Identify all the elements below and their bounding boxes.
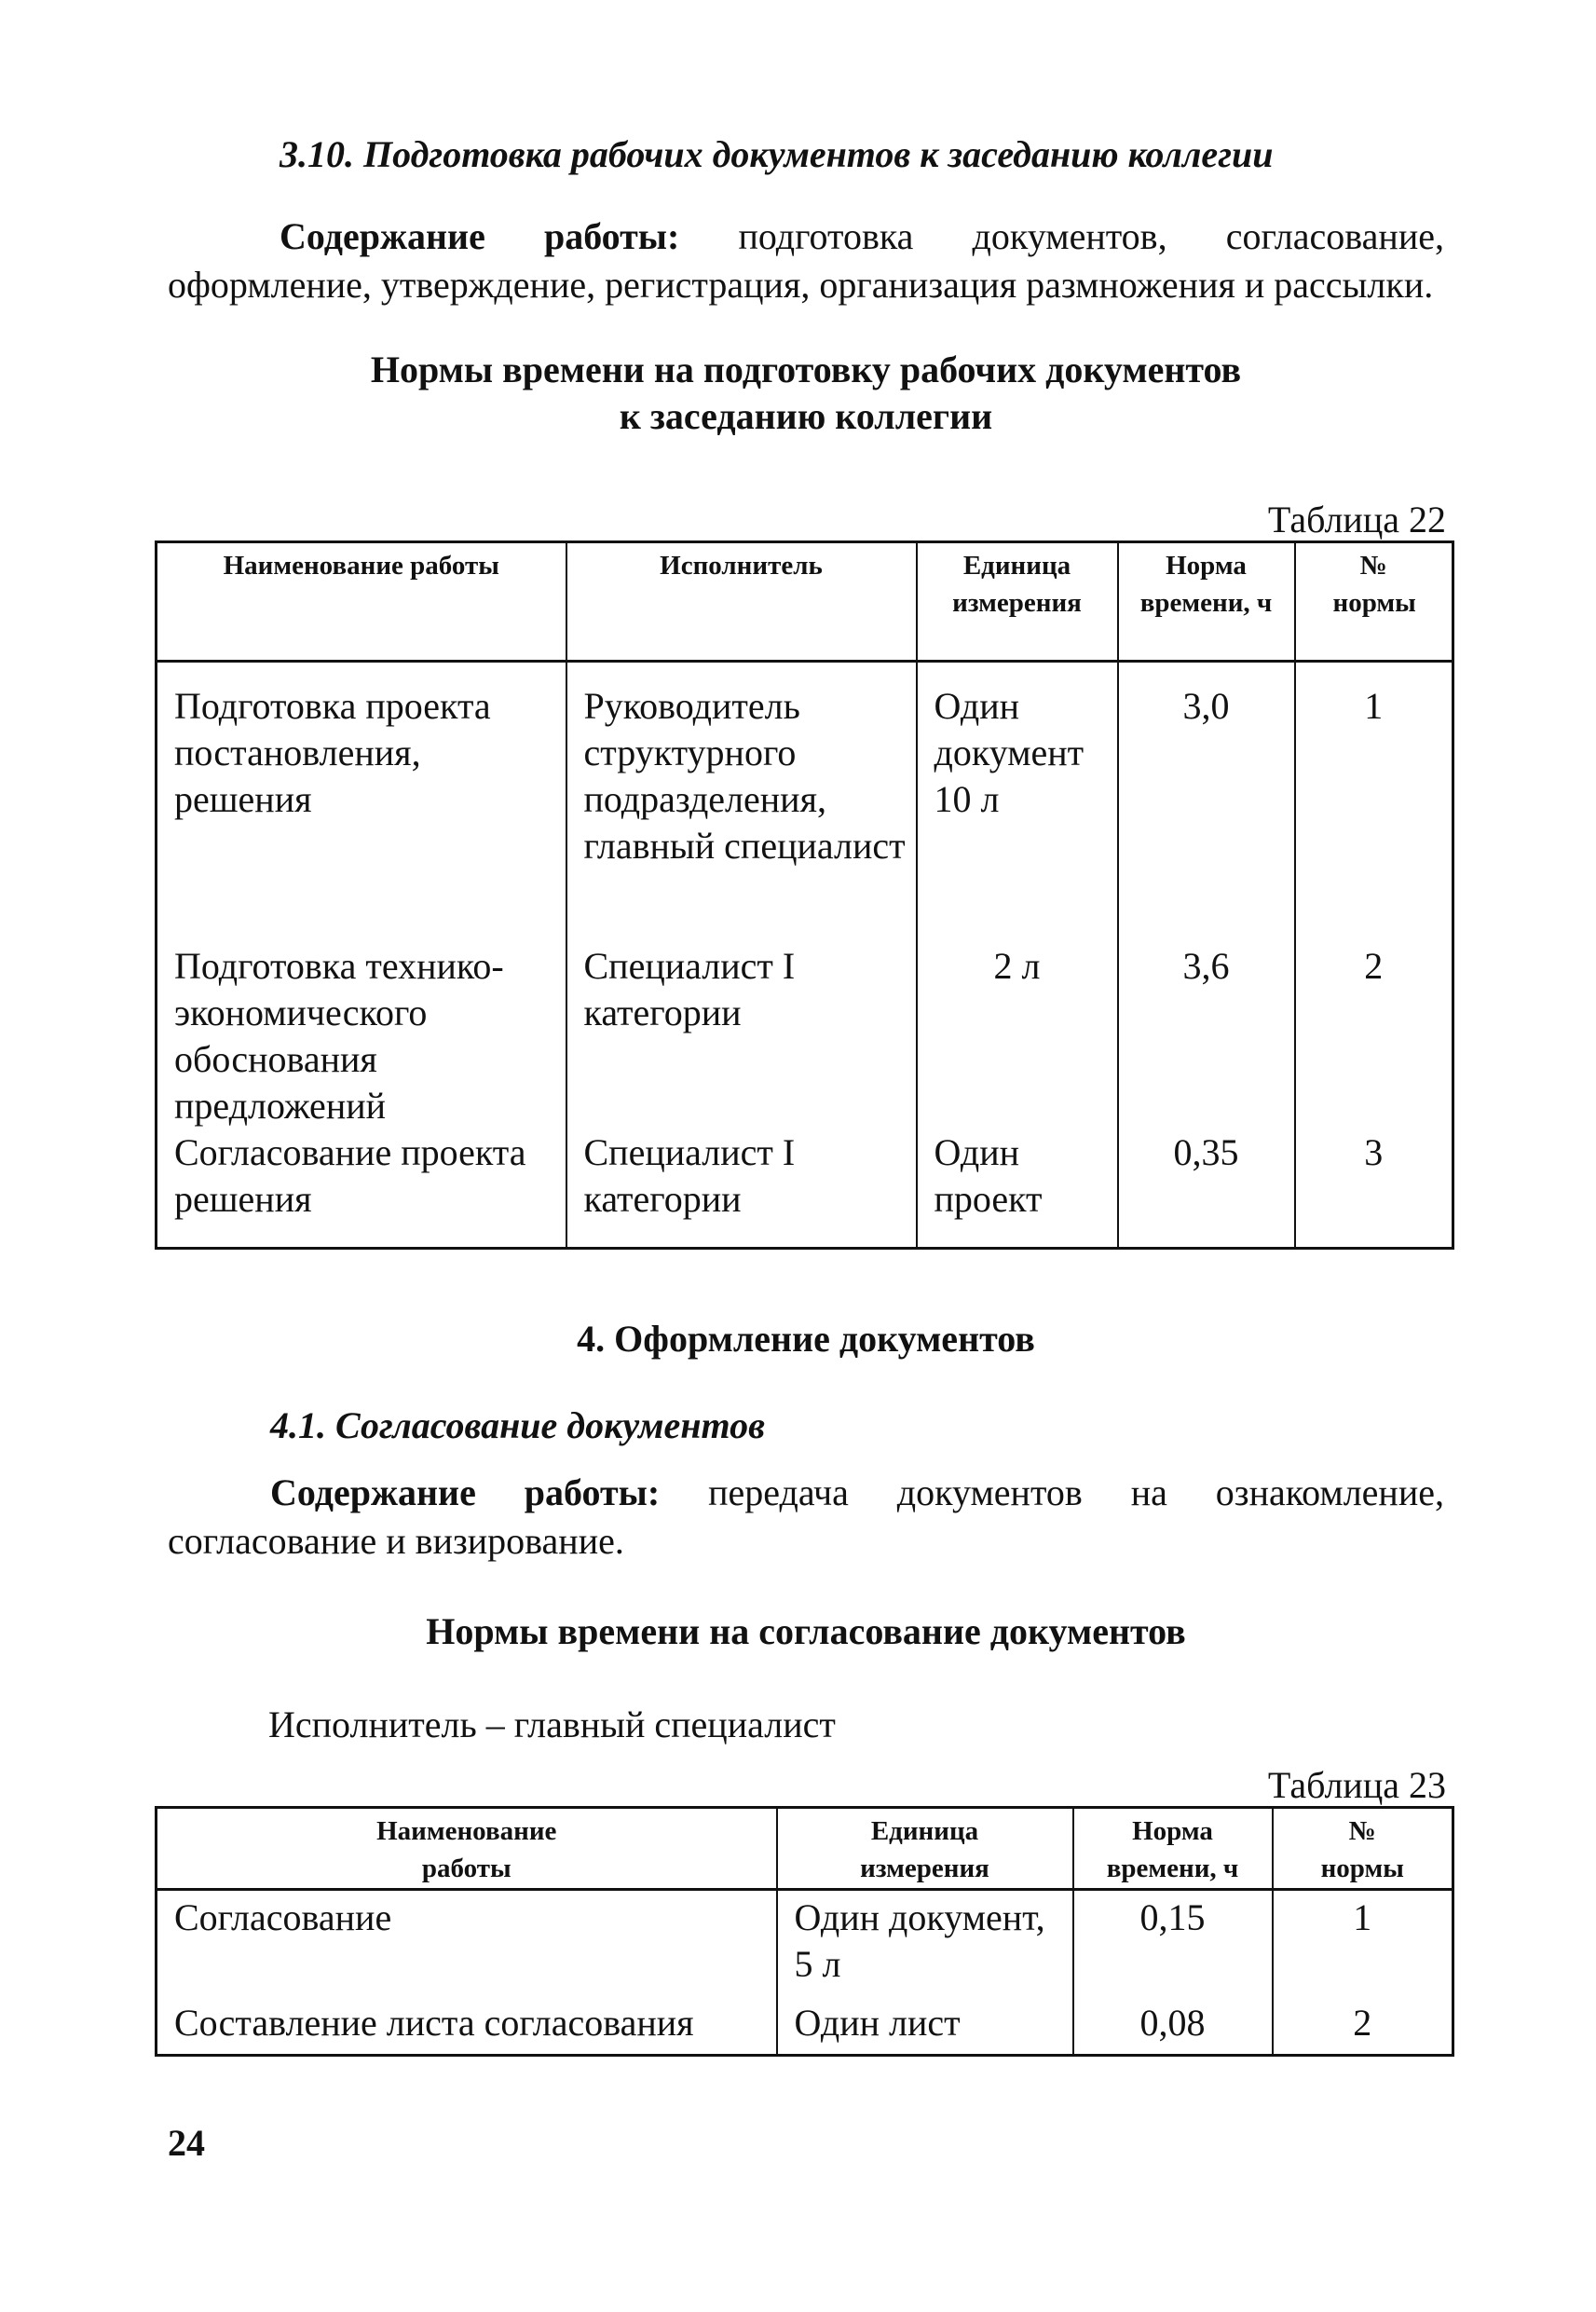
section-3-10-title: 3.10. Подготовка рабочих документов к заседанию коллегии — [280, 133, 1274, 175]
table-row — [157, 662, 1453, 943]
executor-line: Исполнитель – главный специалист — [268, 1703, 836, 1745]
header-unit: Единица измерения — [777, 1808, 1073, 1890]
table-22 — [155, 540, 1454, 1250]
header-number: № нормы — [1273, 1808, 1453, 1890]
table-row — [157, 1129, 1453, 1249]
cell-unit: Один документ 10 л — [917, 662, 1118, 943]
cell-executor: Специалист I категории — [566, 1129, 917, 1249]
table-23-caption: Таблица 23 — [1267, 1764, 1446, 1806]
norms-heading-4-1: Нормы времени на согласование документов — [426, 1610, 1186, 1652]
table-23 — [155, 1806, 1454, 2057]
cell-work-name: Составление листа согласования — [157, 2000, 777, 2056]
cell-number: 3 — [1295, 1129, 1453, 1249]
page-number: 24 — [168, 2122, 205, 2164]
content-label: Содержание работы: — [280, 215, 680, 257]
cell-number: 1 — [1273, 1890, 1453, 2000]
cell-norm: 3,0 — [1118, 662, 1295, 943]
cell-norm: 0,08 — [1073, 2000, 1273, 2056]
content-label: Содержание работы: — [270, 1471, 661, 1513]
table-row — [157, 943, 1453, 1129]
cell-norm: 3,6 — [1118, 943, 1295, 1129]
cell-norm: 0,35 — [1118, 1129, 1295, 1249]
cell-executor: Руководитель структурного подразделения, главный специалист — [566, 662, 917, 943]
table-row — [157, 2000, 1453, 2056]
table-22-caption: Таблица 22 — [1267, 499, 1446, 540]
cell-unit: Один лист — [777, 2000, 1073, 2056]
cell-number: 1 — [1295, 662, 1453, 943]
table-23-header-row — [157, 1808, 1453, 1890]
cell-norm: 0,15 — [1073, 1890, 1273, 2000]
header-number: № нормы — [1295, 542, 1453, 662]
section-3-10-content — [168, 212, 1444, 309]
cell-work-name: Подготовка проекта постановления, решения — [157, 662, 566, 943]
cell-work-name: Подготовка технико-экономического обоснования предложений — [157, 943, 566, 1129]
norms-heading-line-1: Нормы времени на подготовку рабочих документов — [370, 349, 1242, 390]
header-norm: Норма времени, ч — [1118, 542, 1295, 662]
header-work-name: Наименование работы — [157, 1808, 777, 1890]
content-text: подготовка документов, согласование, оформление, утверждение, регистрация, организация размножения и рассылки. — [168, 215, 1444, 306]
content-text: передача документов на ознакомление, согласование и визирование. — [168, 1471, 1445, 1562]
section-4-1-content — [168, 1469, 1444, 1566]
cell-unit: 2 л — [917, 943, 1118, 1129]
header-unit: Единица измерения — [917, 542, 1118, 662]
header-work-name: Наименование работы — [157, 542, 566, 662]
cell-work-name: Согласование — [157, 1890, 777, 2000]
cell-work-name: Согласование проекта решения — [157, 1129, 566, 1249]
section-4-1-title: 4.1. Согласование документов — [270, 1404, 765, 1446]
cell-executor: Специалист I категории — [566, 943, 917, 1129]
header-norm: Норма времени, ч — [1073, 1808, 1273, 1890]
header-executor: Исполнитель — [566, 542, 917, 662]
cell-number: 2 — [1273, 2000, 1453, 2056]
cell-unit: Один проект — [917, 1129, 1118, 1249]
cell-unit: Один документ, 5 л — [777, 1890, 1073, 2000]
table-22-header-row — [157, 542, 1453, 662]
norms-heading-3-10 — [168, 347, 1444, 440]
table-row — [157, 1890, 1453, 2000]
norms-heading-line-2: к заседанию коллегии — [619, 395, 993, 437]
section-4-title: 4. Оформление документов — [577, 1318, 1035, 1360]
cell-number: 2 — [1295, 943, 1453, 1129]
